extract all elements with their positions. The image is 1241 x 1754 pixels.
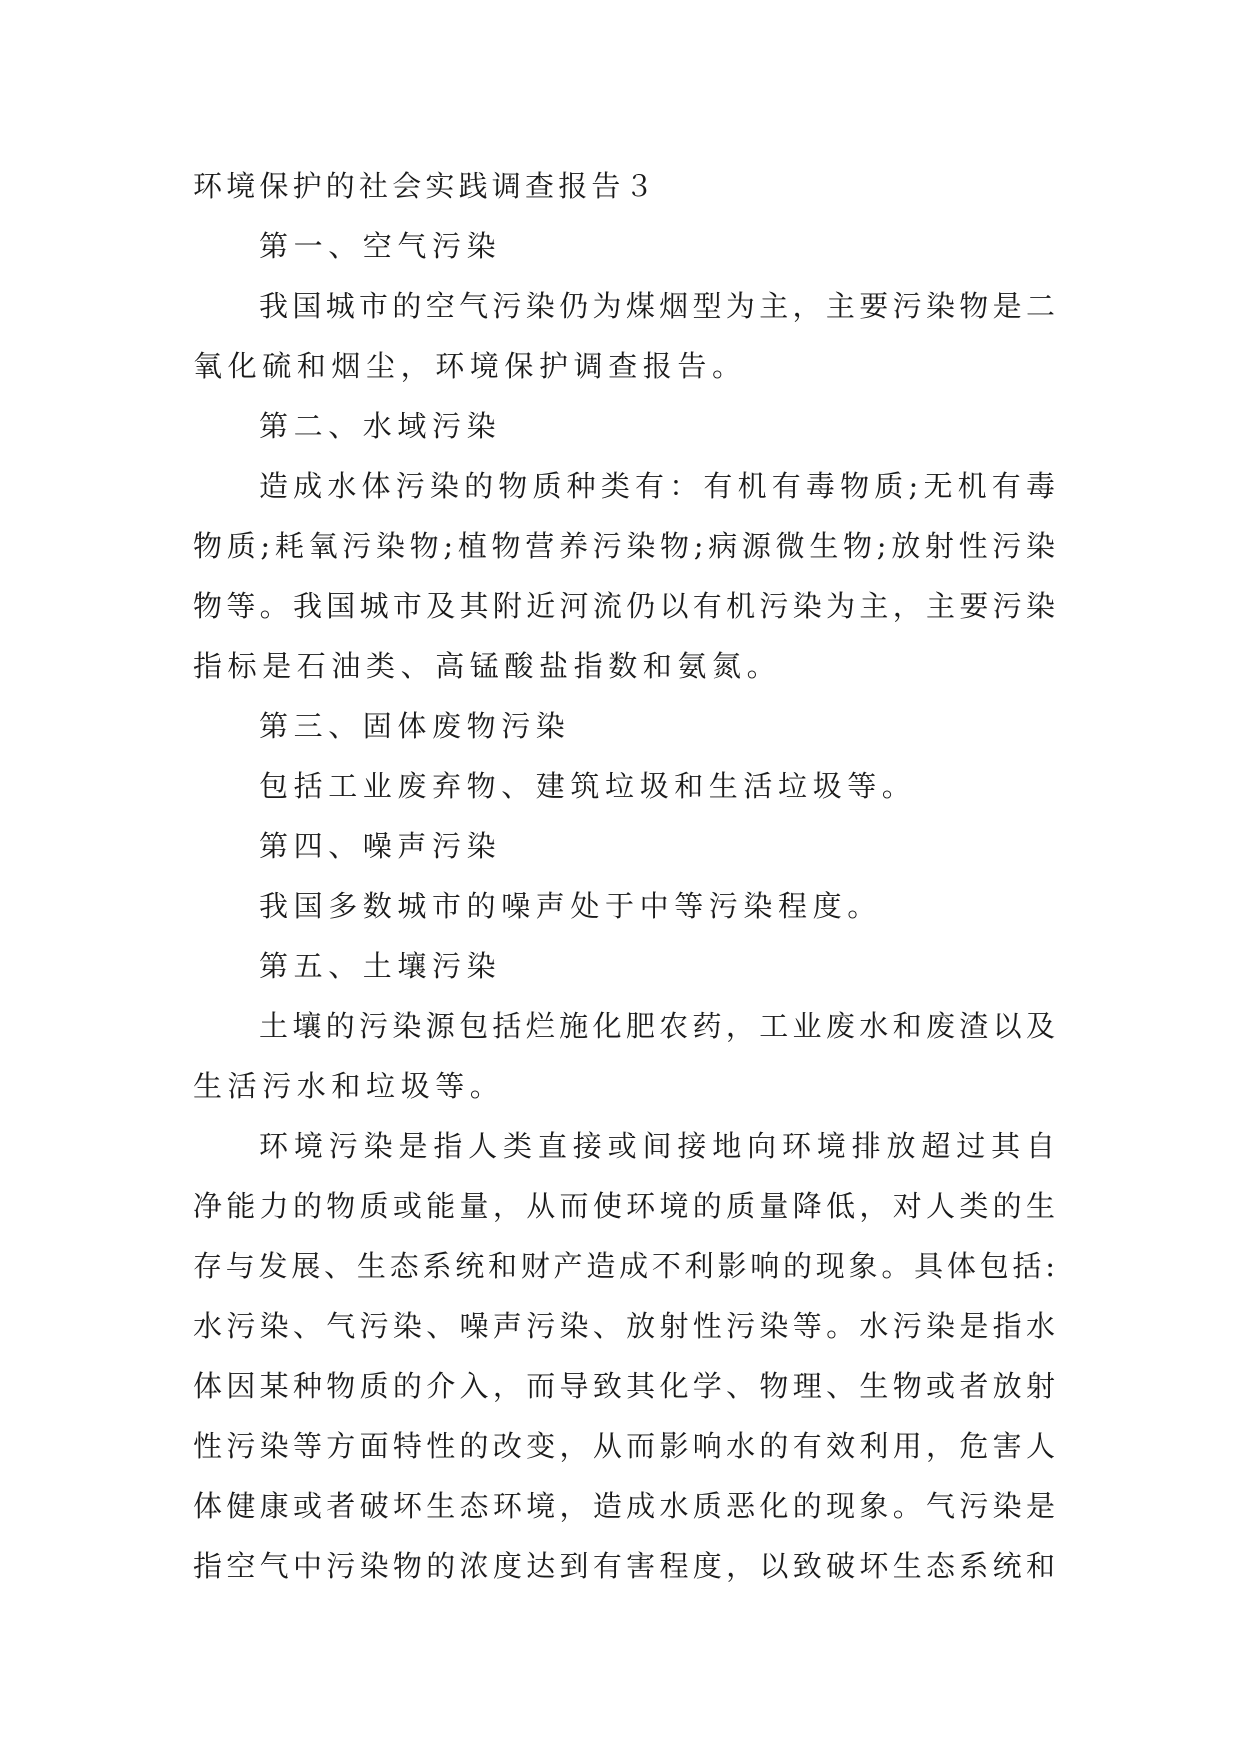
paragraph-line: 体健康或者破坏生态环境，造成水质恶化的现象。气污染是 (193, 1489, 1055, 1523)
paragraph-line: 物质;耗氧污染物;植物营养污染物;病源微生物;放射性污染 (193, 529, 1055, 563)
paragraph-line: 物等。我国城市及其附近河流仍以有机污染为主，主要污染 (193, 589, 1055, 623)
section-heading-solid-waste: 第三、固体废物污染 (259, 709, 571, 743)
paragraph-line: 体因某种物质的介入，而导致其化学、物理、生物或者放射 (193, 1369, 1055, 1403)
paragraph-line: 造成水体污染的物质种类有：有机有毒物质;无机有毒 (259, 469, 1055, 503)
paragraph-line: 环境污染是指人类直接或间接地向环境排放超过其自 (259, 1129, 1055, 1163)
section-heading-water: 第二、水域污染 (259, 409, 502, 443)
paragraph-line: 水污染、气污染、噪声污染、放射性污染等。水污染是指水 (193, 1309, 1055, 1343)
paragraph-line: 存与发展、生态系统和财产造成不利影响的现象。具体包括: (193, 1249, 1055, 1283)
paragraph-line: 包括工业废弃物、建筑垃圾和生活垃圾等。 (259, 769, 917, 803)
section-heading-noise: 第四、噪声污染 (259, 829, 502, 863)
section-heading-soil: 第五、土壤污染 (259, 949, 502, 983)
paragraph-line: 我国城市的空气污染仍为煤烟型为主，主要污染物是二 (259, 289, 1055, 323)
paragraph-line: 土壤的污染源包括烂施化肥农药，工业废水和废渣以及 (259, 1009, 1055, 1043)
paragraph-line: 我国多数城市的噪声处于中等污染程度。 (259, 889, 882, 923)
document-page (193, 156, 1055, 1596)
document-title: 环境保护的社会实践调查报告３ (193, 169, 658, 203)
paragraph-line: 氧化硫和烟尘，环境保护调查报告。 (193, 349, 747, 383)
paragraph-line: 生活污水和垃圾等。 (193, 1069, 505, 1103)
paragraph-line: 净能力的物质或能量，从而使环境的质量降低，对人类的生 (193, 1189, 1055, 1223)
section-heading-air: 第一、空气污染 (259, 229, 502, 263)
paragraph-line: 指标是石油类、高锰酸盐指数和氨氮。 (193, 649, 782, 683)
paragraph-line: 指空气中污染物的浓度达到有害程度，以致破坏生态系统和 (193, 1549, 1055, 1583)
paragraph-line: 性污染等方面特性的改变，从而影响水的有效利用，危害人 (193, 1429, 1055, 1463)
